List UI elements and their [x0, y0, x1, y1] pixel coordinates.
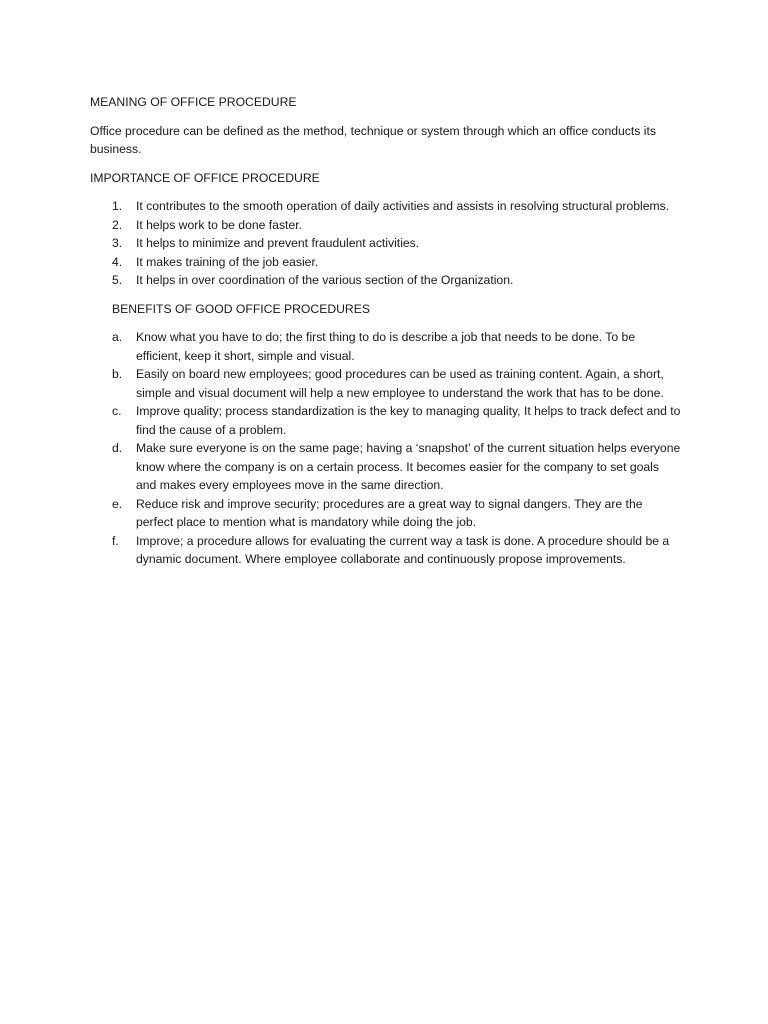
list-item	[90, 328, 682, 365]
list-item-text: Easily on board new employees; good procedures can be used as training content. Again, a short, simple and visual document will help a new employee to understand the work that has to be done.	[136, 367, 664, 400]
list-marker: e.	[112, 496, 123, 511]
list-item-text: It helps work to be done faster.	[136, 217, 302, 232]
list-item	[90, 532, 682, 569]
heading-meaning: MEANING OF OFFICE PROCEDURE	[90, 95, 297, 109]
list-marker: b.	[112, 367, 123, 381]
document-page	[90, 93, 682, 579]
list-item	[90, 253, 682, 272]
list-item	[90, 495, 682, 532]
list-marker: 5.	[112, 273, 123, 287]
list-item	[90, 197, 682, 216]
list-item	[90, 234, 682, 253]
heading-importance: IMPORTANCE OF OFFICE PROCEDURE	[90, 170, 320, 185]
list-item	[90, 216, 682, 235]
heading-benefits: BENEFITS OF GOOD OFFICE PROCEDURES	[112, 301, 370, 316]
list-item-text: Make sure everyone is on the same page; having a ‘snapshot’ of the current situation helps everyone know where the company is on a certain process. It becomes easier for the company to set goals and makes every employees move in the same direction.	[136, 441, 681, 492]
list-marker: a.	[112, 330, 123, 344]
list-marker: 4.	[112, 254, 123, 269]
list-marker: c.	[112, 404, 122, 418]
list-marker: 1.	[112, 199, 123, 213]
list-item-text: Improve quality; process standardization is the key to managing quality, It helps to track defect and to find the cause of a problem.	[136, 404, 681, 437]
list-marker: d.	[112, 441, 123, 455]
list-item-text: It contributes to the smooth operation of daily activities and assists in resolving structural problems.	[136, 199, 670, 213]
list-item-text: It helps to minimize and prevent fraudulent activities.	[136, 236, 420, 250]
list-marker: f.	[112, 533, 119, 548]
list-item-text: Improve; a procedure allows for evaluating the current way a task is done. A procedure should be a dynamic document. Where employee collaborate and continuously propose improvements.	[136, 533, 670, 566]
list-item-text: It makes training of the job easier.	[136, 254, 319, 269]
importance-list	[90, 197, 682, 290]
list-marker: 3.	[112, 236, 123, 250]
benefits-list	[90, 328, 682, 569]
list-item	[90, 365, 682, 402]
list-item	[90, 402, 682, 439]
list-item	[90, 271, 682, 290]
list-item-text: Know what you have to do; the first thing to do is describe a job that needs to be done. To be efficient, keep it short, simple and visual.	[136, 330, 636, 363]
list-item-text: Reduce risk and improve security; procedures are a great way to signal dangers. They are the perfect place to mention what is mandatory while doing the job.	[136, 496, 643, 529]
list-item-text: It helps in over coordination of the various section of the Organization.	[136, 273, 514, 287]
definition-paragraph: Office procedure can be defined as the method, technique or system through which an office conducts its business.	[90, 123, 656, 156]
list-item	[90, 439, 682, 495]
list-marker: 2.	[112, 217, 123, 232]
